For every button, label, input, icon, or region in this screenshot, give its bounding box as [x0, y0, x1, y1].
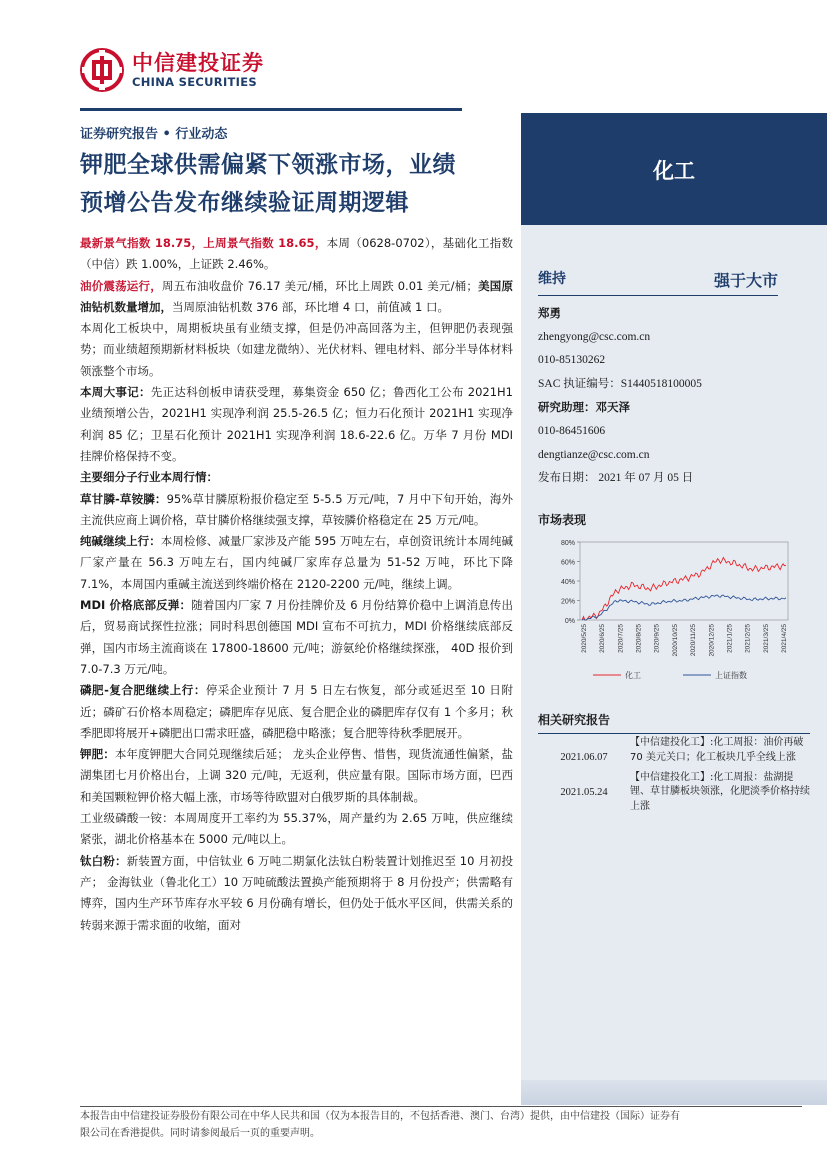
x-tick-label: 2021/2/25 [744, 624, 752, 653]
brand-name-cn: 中信建投证券 [132, 51, 264, 75]
analyst-sac: SAC 执证编号：S1440518100005 [538, 377, 702, 390]
rating-action: 维持 [538, 271, 566, 287]
assistant-name: 研究助理：邓天泽 [538, 400, 630, 415]
paragraph-index: 最新景气指数 18.75，上周景气指数 18.65，本周（0628-0702），基础化工指数（中信）跌 1.00%，上证跌 2.46%。 [80, 236, 513, 272]
legend-label: 化工 [625, 671, 641, 680]
x-tick-label: 2020/9/25 [653, 624, 661, 653]
plot-frame [580, 542, 788, 620]
publish-date: 发布日期： 2021 年 07 月 05 日 [538, 472, 694, 485]
paragraph-potash: 钾肥：本年度钾肥大合同兑现继续后延； 龙头企业停售、惜售，现货流通性偏紧，盐湖集团七月价格出台，上调 320 元/吨，无返利，供应量有限。国际市场方面，巴西和美国颗粒钾价格大幅上涨，市场等待欧盟对白俄罗斯的具体制裁。 [80, 747, 514, 804]
related-title[interactable]: 【中信建投化工】:化工周报：盐湖提锂、草甘膦板块领涨，化肥淡季价格持续上涨 [630, 771, 810, 813]
header-divider [80, 108, 462, 111]
paragraph-mdi: MDI 价格底部反弹：随着国内厂家 7 月份挂牌价及 6 月份结算价稳中上调消息传出后，贸易商试探性拉涨；同时科思创德国 MDI 宣布不可抗力，MDI 价格继续底部反弹，国内市场主流商谈在 17800-18600 元/吨；游氨纶价格继续探涨， 40D 报价到 7.0-7.3 万元/吨。 [80, 598, 513, 676]
y-tick-label: 60% [560, 559, 575, 567]
related-date: 2021.06.07 [560, 752, 608, 763]
paragraph-sector: 本周化工板块中，周期板块虽有业绩支撑，但是仍冲高回落为主，但钾肥仍表现强势；而业绩超预期新材料板块（如建龙微纳）、光伏材料、锂电材料、部分半导体材料领涨整个市场。 [80, 321, 513, 378]
x-tick-label: 2021/1/25 [726, 624, 734, 653]
related-list [538, 736, 813, 820]
sidebar-footer-band [521, 1080, 827, 1105]
related-heading: 相关研究报告 [538, 713, 611, 727]
rating-row [538, 268, 778, 290]
x-tick-label: 2020/5/25 [581, 624, 588, 653]
y-tick-label: 20% [560, 598, 575, 606]
related-title[interactable]: 【中信建投化工】:化工周报：油价再破 70 美元关口；化工板块几乎全线上涨 [630, 737, 804, 763]
assistant-email: dengtianze@csc.com.cn [538, 448, 650, 461]
y-tick-label: 80% [560, 540, 575, 547]
paragraph-glyphosate: 草甘膦-草铵膦：95%草甘膦原粉报价稳定至 5-5.5 万元/吨，7 月中下旬开始，海外主流供应商上调价格，草甘膦价格继续强支撑，草铵膦价格稳定在 25 万元/吨。 [80, 491, 513, 527]
disclaimer: 本报告由中信建投证券股份有限公司在中华人民共和国（仅为本报告目的，不包括香港、澳门、台湾）提供，由中信建投（国际）证券有 限公司在香港提供。同时请参阅最后一页的重要声明。 [80, 1111, 680, 1139]
citic-logo-icon [80, 48, 124, 92]
paragraph-titanium: 钛白粉：新装置方面，中信钛业 6 万吨二期氯化法钛白粉装置计划推迟至 10 月初投产； 金海钛业（鲁北化工）10 万吨硫酸法置换产能预期将于 8 月份投产；供需略有博弈，国内生产环节库存水平较 6 月份确有增长，但仍处于低水平区间，供需关系的转弱来源于需求面的收缩，面对 [80, 853, 513, 932]
x-tick-label: 2020/6/25 [599, 624, 607, 653]
related-date: 2021.05.24 [560, 786, 608, 798]
market-heading: 市场表现 [538, 513, 587, 527]
rating-divider [538, 295, 778, 296]
analyst-email: zhengyong@csc.com.cn [538, 330, 651, 343]
legend-label: 上证指数 [715, 671, 747, 680]
paragraph-oil: 油价震荡运行，周五布油收盘价 76.17 美元/桶，环比上周跌 0.01 美元/桶；美国原油钻机数量增加，当周原油钻机数 376 部，环比增 4 口，前值减 1 口。 [80, 278, 513, 314]
x-tick-label: 2021/4/25 [781, 624, 788, 653]
document-type: 证券研究报告 • 行业动态 [80, 127, 228, 142]
analyst-name: 郑勇 [538, 306, 561, 320]
list-item [538, 771, 813, 815]
industry-label: 化工 [653, 159, 695, 183]
x-tick-label: 2020/7/25 [617, 624, 625, 653]
paragraph-phosphate: 磷肥-复合肥继续上行：停采企业预计 7 月 5 日左右恢复，部分或延迟至 10 日附近；磷矿石价格本周稳定；磷肥库存见底、复合肥企业的磷肥库存仅有 1 个多月；秋季肥即将展开+磷肥出口需求旺盛，磷肥稳中略涨；复合肥等待秋季肥展开。 [80, 683, 513, 740]
brand-name-en: CHINA SECURITIES [132, 75, 257, 89]
y-tick-label: 0% [564, 618, 575, 625]
assistant-phone: 010-86451606 [538, 424, 606, 437]
series-line-0 [582, 558, 786, 621]
x-tick-label: 2020/8/25 [635, 624, 643, 653]
footer-divider [80, 1106, 802, 1107]
analyst-phone: 010-85130262 [538, 354, 606, 367]
report-title: 钾肥全球供需偏紧下领涨市场，业绩 预增公告发布继续验证周期逻辑 [80, 152, 456, 216]
x-tick-label: 2021/3/25 [762, 624, 770, 653]
brand-logo [80, 48, 264, 92]
analyst-info [538, 302, 702, 491]
series-line-1 [582, 595, 786, 620]
report-body [80, 233, 513, 936]
paragraph-soda-ash: 纯碱继续上行：本周检修、减量厂家涉及产能 595 万吨左右，卓创资讯统计本周纯碱厂家产量在 56.3 万吨左右，国内纯碱厂家库存总量为 51-52 万吨，环比下降 7.1%，本周国内重碱主流送到终端价格在 2120-2200 元/吨，继续上调。 [80, 534, 514, 591]
rating-value: 强于大市 [713, 271, 778, 290]
x-tick-label: 2020/10/25 [671, 624, 679, 657]
list-item [538, 736, 813, 766]
y-tick-label: 40% [560, 579, 575, 586]
subindustry-heading: 主要细分子行业本周行情： [80, 470, 218, 485]
paragraph-map: 工业级磷酸一铵：本周周度开工率约为 55.37%，周产量约为 2.65 万吨，供应继续紧张，湖北价格基本在 5000 元/吨以上。 [80, 811, 513, 847]
market-chart [538, 532, 798, 692]
related-divider [538, 733, 810, 734]
paragraph-events: 本周大事记：先正达科创板申请获受理，募集资金 650 亿；鲁西化工公布 2021H1 业绩预增公告，2021H1 实现净利润 25.5-26.5 亿；恒力石化预计 2021H1 实现净利润 85 亿；卫星石化预计 2021H1 实现净利润 18.6-22.6 亿。万华 7 月份 MDI 挂牌价格保持不变。 [80, 385, 513, 463]
x-tick-label: 2020/12/25 [708, 624, 716, 657]
x-tick-label: 2020/11/25 [690, 624, 698, 657]
